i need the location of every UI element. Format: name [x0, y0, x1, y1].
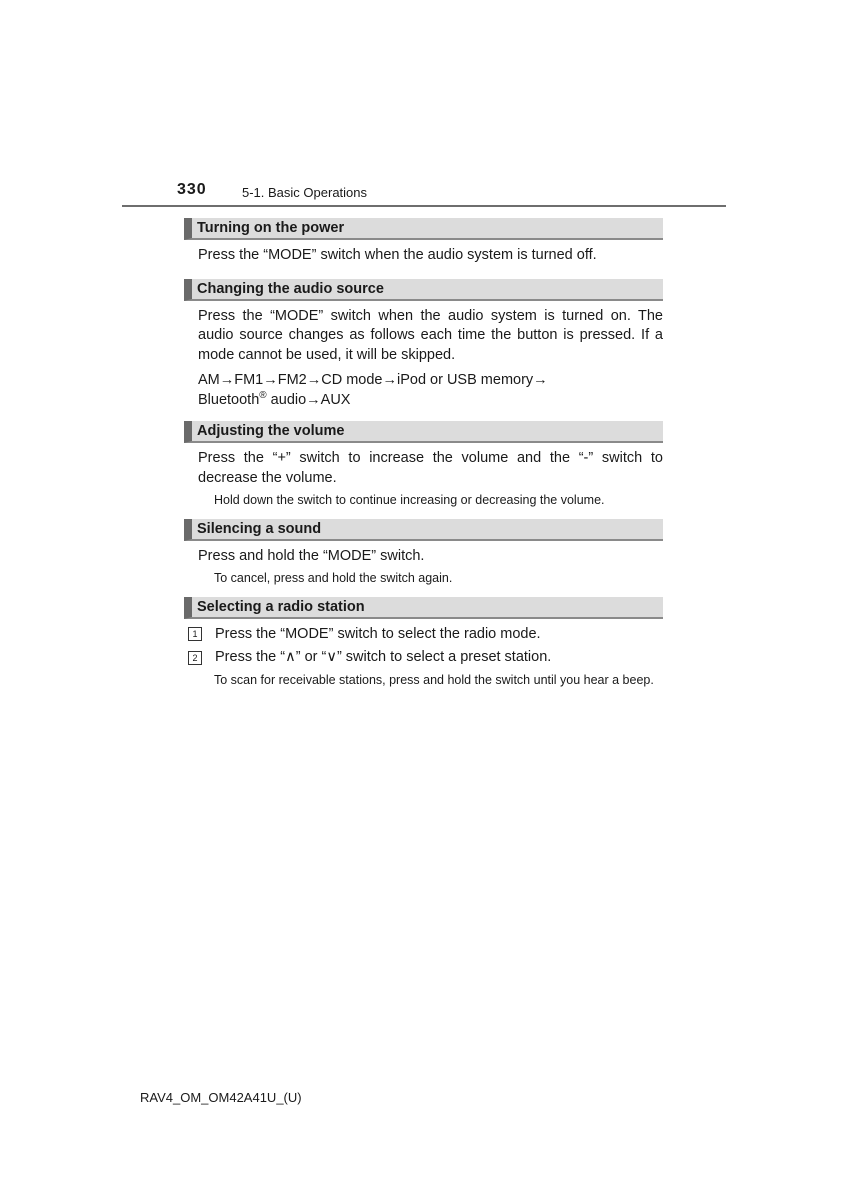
step-1-text: Press the “MODE” switch to select the radio mode.	[215, 625, 541, 642]
note-silencing-sound: To cancel, press and hold the switch again.	[214, 571, 453, 585]
heading-adjusting-volume: Adjusting the volume	[184, 421, 663, 443]
body-adjusting-volume: Press the “+” switch to increase the volume and the “-” switch to decrease the volume.	[198, 450, 663, 486]
sequence-line-1: AM→FM1→FM2→CD mode→iPod or USB memory→	[198, 372, 548, 388]
footer-code: RAV4_OM_OM42A41U_(U)	[140, 1090, 302, 1105]
step-number-1: 1	[188, 627, 202, 641]
body-turning-on-power: Press the “MODE” switch when the audio system is turned off.	[198, 247, 597, 263]
heading-selecting-radio-station: Selecting a radio station	[184, 597, 663, 619]
audio-source-sequence	[198, 371, 663, 410]
section-label: 5-1. Basic Operations	[242, 185, 368, 200]
heading-turning-on-power: Turning on the power	[184, 218, 663, 240]
body-changing-audio-source: Press the “MODE” switch when the audio system is turned on. The audio source changes as follows each time the button is pressed. If a mode cannot be used, it will be skipped.	[198, 307, 663, 363]
step-2-text: Press the “∧” or “∨” switch to select a preset station.	[215, 649, 552, 665]
sequence-aux: audio→AUX	[266, 391, 351, 408]
sequence-line-2	[198, 391, 663, 411]
step-2	[188, 648, 663, 668]
heading-silencing-sound: Silencing a sound	[184, 519, 663, 541]
registered-mark: ®	[259, 389, 267, 401]
page-content	[184, 218, 663, 688]
body-silencing-sound: Press and hold the “MODE” switch.	[198, 547, 425, 564]
sequence-bluetooth: Bluetooth	[198, 391, 260, 408]
note-selecting-radio-station: To scan for receivable stations, press and hold the switch until you hear a beep.	[214, 672, 654, 687]
heading-changing-audio-source: Changing the audio source	[184, 279, 663, 301]
step-number-2: 2	[188, 651, 202, 665]
header-divider	[122, 205, 726, 207]
page-header	[0, 0, 848, 210]
step-1	[188, 625, 663, 645]
page-number: 330	[177, 181, 207, 198]
note-adjusting-volume: Hold down the switch to continue increasing or decreasing the volume.	[214, 493, 605, 507]
